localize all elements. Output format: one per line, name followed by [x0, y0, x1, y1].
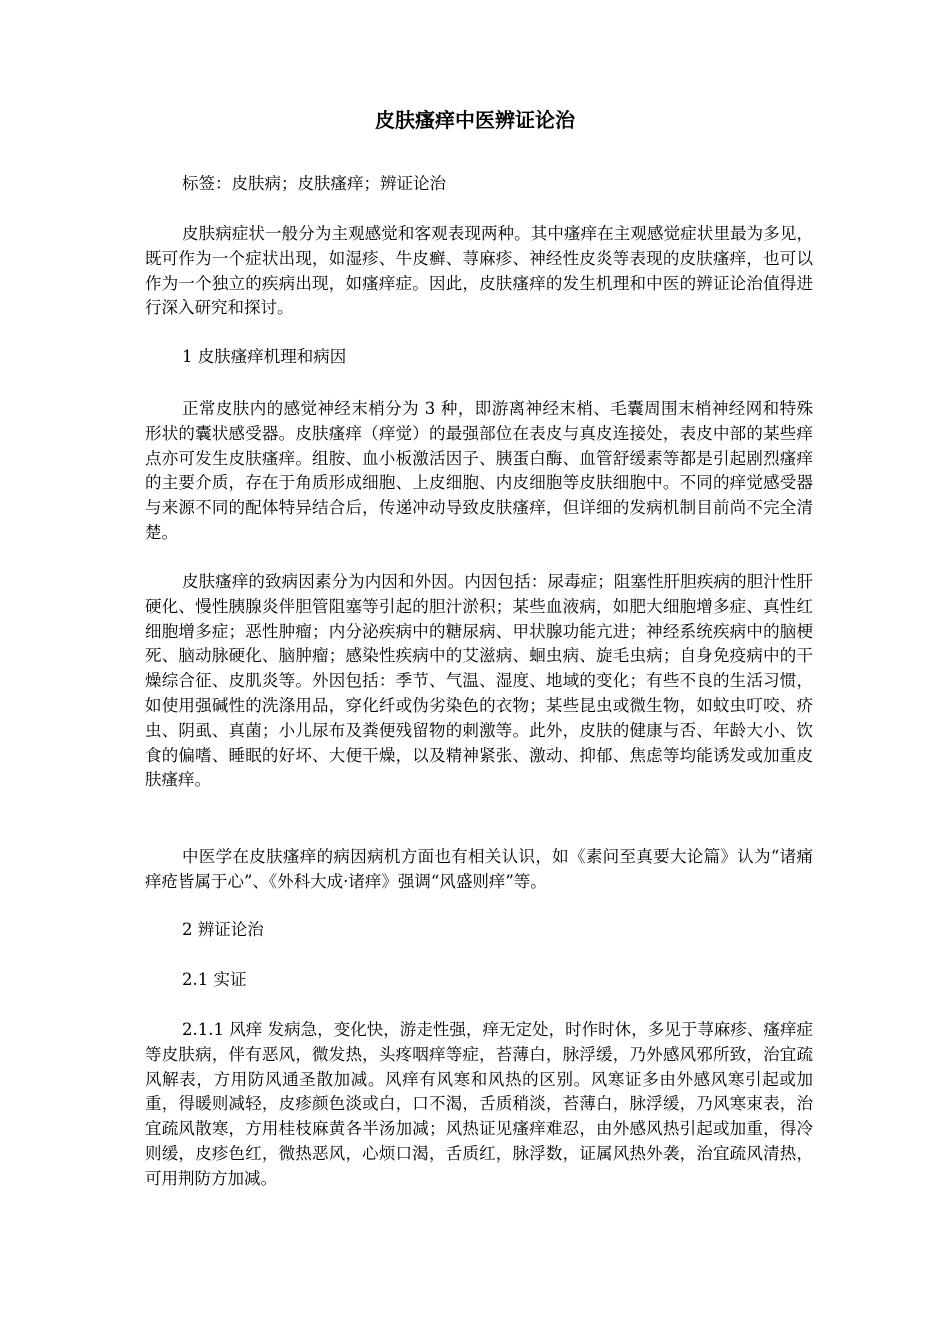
section-2-heading: 2 辨证论治 — [182, 920, 264, 939]
document-title: 皮肤瘙痒中医辨证论治 — [375, 108, 575, 132]
section-1-heading: 1 皮肤瘙痒机理和病因 — [182, 347, 347, 366]
tags-line: 标签：皮肤病；皮肤瘙痒；辨证论治 — [182, 174, 446, 193]
section-1-paragraph-causes: 皮肤瘙痒的致病因素分为内因和外因。内因包括：尿毒症；阻塞性肝胆疾病的胆汁性肝硬化、慢性胰腺炎伴胆管阻塞等引起的胆汁淤积；某些血液病，如肥大细胞增多症、真性红细胞增多症；恶性肿瘤；内分泌疾病中的糖尿病、甲状腺功能亢进；神经系统疾病中的脑梗死、脑动脉硬化、脑肿瘤；感染性疾病中的艾滋病、蛔虫病、旋毛虫病；自身免疫病中的干燥综合征、皮肌炎等。外因包括：季节、气温、湿度、地域的变化；有些不良的生活习惯，如使用强碱性的洗涤用品，穿化纤或伪劣染色的衣物；某些昆虫或微生物，如蚊虫叮咬、疥虫、阴虱、真菌；小儿尿布及粪便残留物的刺激等。此外，皮肤的健康与否、年龄大小、饮食的偏嗜、睡眠的好坏、大便干燥，以及精神紧张、激动、抑郁、焦虑等均能诱发或加重皮肤瘙痒。 — [145, 572, 813, 790]
intro-paragraph: 皮肤病症状一般分为主观感觉和客观表现两种。其中瘙痒在主观感觉症状里最为多见，既可作为一个症状出现，如湿疹、牛皮癣、荨麻疹、神经性皮炎等表现的皮肤瘙痒，也可以作为一个独立的疾病出现，如瘙痒症。因此，皮肤瘙痒的发生机理和中医的辨证论治值得进行深入研究和探讨。 — [145, 224, 813, 318]
section-2-1-1-paragraph: 2.1.1 风痒 发病急，变化快，游走性强，痒无定处，时作时休，多见于荨麻疹、瘙痒症等皮肤病，伴有恶风，微发热，头疼咽痒等症，苔薄白，脉浮缓，乃外感风邪所致，治宜疏风解表，方用防风通圣散加减。风痒有风寒和风热的区别。风寒证多由外感风寒引起或加重，得暖则减轻，皮疹颜色淡或白，口不渴，舌质稍淡，苔薄白，脉浮缓，乃风寒束表，治宜疏风散寒，方用桂枝麻黄各半汤加减；风热证见瘙痒难忍，由外感风热引起或加重，得冷则缓，皮疹色红，微热恶风，心烦口渴，舌质红，脉浮数，证属风热外袭，治宜疏风清热，可用荆防方加减。 — [145, 1020, 813, 1188]
section-1-paragraph-mechanism: 正常皮肤内的感觉神经末梢分为 3 种，即游离神经末梢、毛囊周围末梢神经网和特殊形状的囊状感受器。皮肤瘙痒（痒觉）的最强部位在表皮与真皮连接处，表皮中部的某些痒点亦可发生皮肤瘙痒。组胺、血小板激活因子、胰蛋白酶、血管舒缓素等都是引起剧烈瘙痒的主要介质，存在于角质形成细胞、上皮细胞、内皮细胞等皮肤细胞中。不同的痒觉感受器与来源不同的配体特异结合后，传递冲动导致皮肤瘙痒，但详细的发病机制目前尚不完全清楚。 — [145, 399, 813, 542]
section-1-paragraph-tcm: 中医学在皮肤瘙痒的病因病机方面也有相关认识，如《素问至真要大论篇》认为“诸痛痒疮皆属于心”、《外科大成·诸痒》强调“风盛则痒”等。 — [145, 847, 813, 891]
section-2-1-heading: 2.1 实证 — [182, 970, 247, 989]
